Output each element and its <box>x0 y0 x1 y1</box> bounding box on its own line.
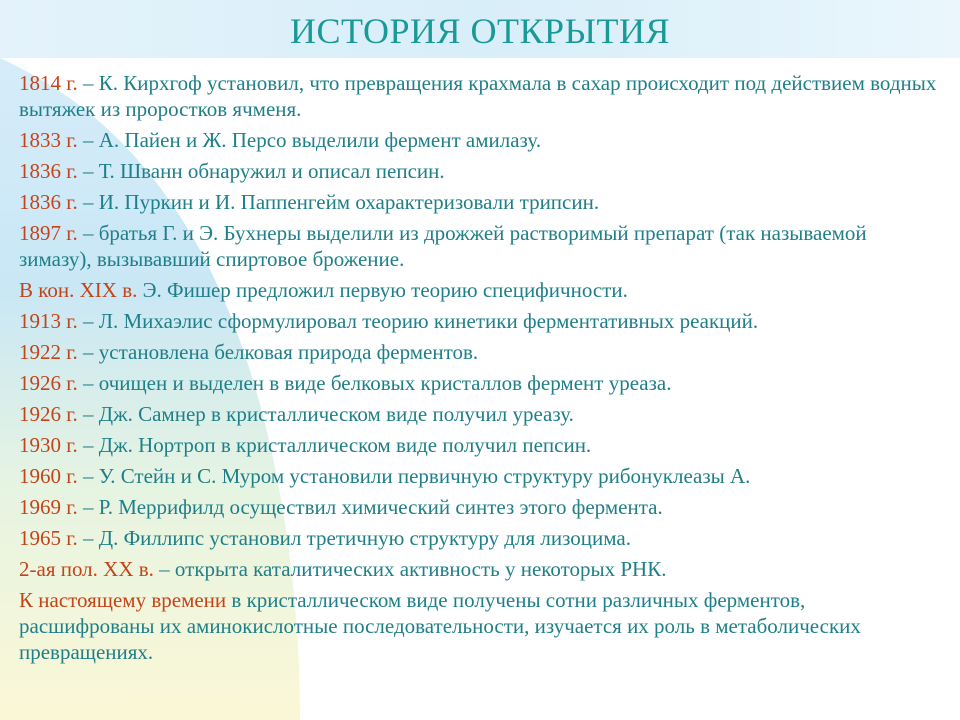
item-text: – И. Пуркин и И. Паппенгейм охарактеризовали трипсин. <box>77 190 600 214</box>
list-item <box>19 189 944 215</box>
item-text: – Л. Михаэлис сформулировал теорию кинетики ферментативных реакций. <box>77 309 759 333</box>
item-text: – установлена белковая природа ферментов. <box>77 340 479 364</box>
item-text: – Т. Шванн обнаружил и описал пепсин. <box>77 159 445 183</box>
list-item <box>19 308 944 334</box>
list-item <box>19 401 944 427</box>
item-text: – Дж. Самнер в кристаллическом виде получил уреазу. <box>77 402 574 426</box>
list-item <box>19 277 944 303</box>
item-text: – К. Кирхгоф установил, что превращения крахмала в сахар происходит под действием водных вытяжек из проростков ячменя. <box>19 71 937 121</box>
list-item <box>19 494 944 520</box>
item-text: – братья Г. и Э. Бухнеры выделили из дрожжей растворимый препарат (так называемой зимазу), вызывавший спиртовое брожение. <box>19 221 867 271</box>
item-text: – Д. Филлипс установил третичную структуру для лизоцима. <box>77 526 631 550</box>
item-date: 1836 г. <box>19 159 78 183</box>
list-item <box>19 525 944 551</box>
item-date: В кон. XIX в. <box>19 278 138 302</box>
list-item <box>19 463 944 489</box>
item-date: К настоящему времени <box>19 588 227 612</box>
item-date: 1960 г. <box>19 464 78 488</box>
slide-title: ИСТОРИЯ ОТКРЫТИЯ <box>290 11 670 51</box>
item-text: – Р. Меррифилд осуществил химический синтез этого фермента. <box>77 495 663 519</box>
item-date: 1922 г. <box>19 340 78 364</box>
item-date: 1814 г. <box>19 71 78 95</box>
item-date: 1833 г. <box>19 128 78 152</box>
item-text: – очищен и выделен в виде белковых кристаллов фермент уреаза. <box>77 371 672 395</box>
item-date: 1926 г. <box>19 371 78 395</box>
list-item <box>19 587 944 665</box>
item-date: 1965 г. <box>19 526 78 550</box>
item-text: в кристаллическом виде получены сотни различных ферментов, расшифрованы их аминокислотные последовательности, изучается их роль в метаболических превращениях. <box>19 588 861 664</box>
item-date: 1836 г. <box>19 190 78 214</box>
item-date: 2-ая пол. XX в. <box>19 557 154 581</box>
list-item <box>19 370 944 396</box>
item-date: 1913 г. <box>19 309 78 333</box>
list-item <box>19 432 944 458</box>
list-item <box>19 556 944 582</box>
history-list <box>19 70 944 670</box>
item-date: 1926 г. <box>19 402 78 426</box>
list-item <box>19 158 944 184</box>
list-item <box>19 70 944 122</box>
item-text: Э. Фишер предложил первую теорию специфичности. <box>137 278 628 302</box>
list-item <box>19 127 944 153</box>
list-item <box>19 220 944 272</box>
item-text: – А. Пайен и Ж. Персо выделили фермент амилазу. <box>77 128 542 152</box>
item-text: – открыта каталитических активность у некоторых РНК. <box>153 557 667 581</box>
item-date: 1930 г. <box>19 433 78 457</box>
item-text: – У. Стейн и С. Муром установили первичную структуру рибонуклеазы А. <box>77 464 751 488</box>
item-text: – Дж. Нортроп в кристаллическом виде получил пепсин. <box>77 433 592 457</box>
item-date: 1969 г. <box>19 495 78 519</box>
item-date: 1897 г. <box>19 221 78 245</box>
list-item <box>19 339 944 365</box>
